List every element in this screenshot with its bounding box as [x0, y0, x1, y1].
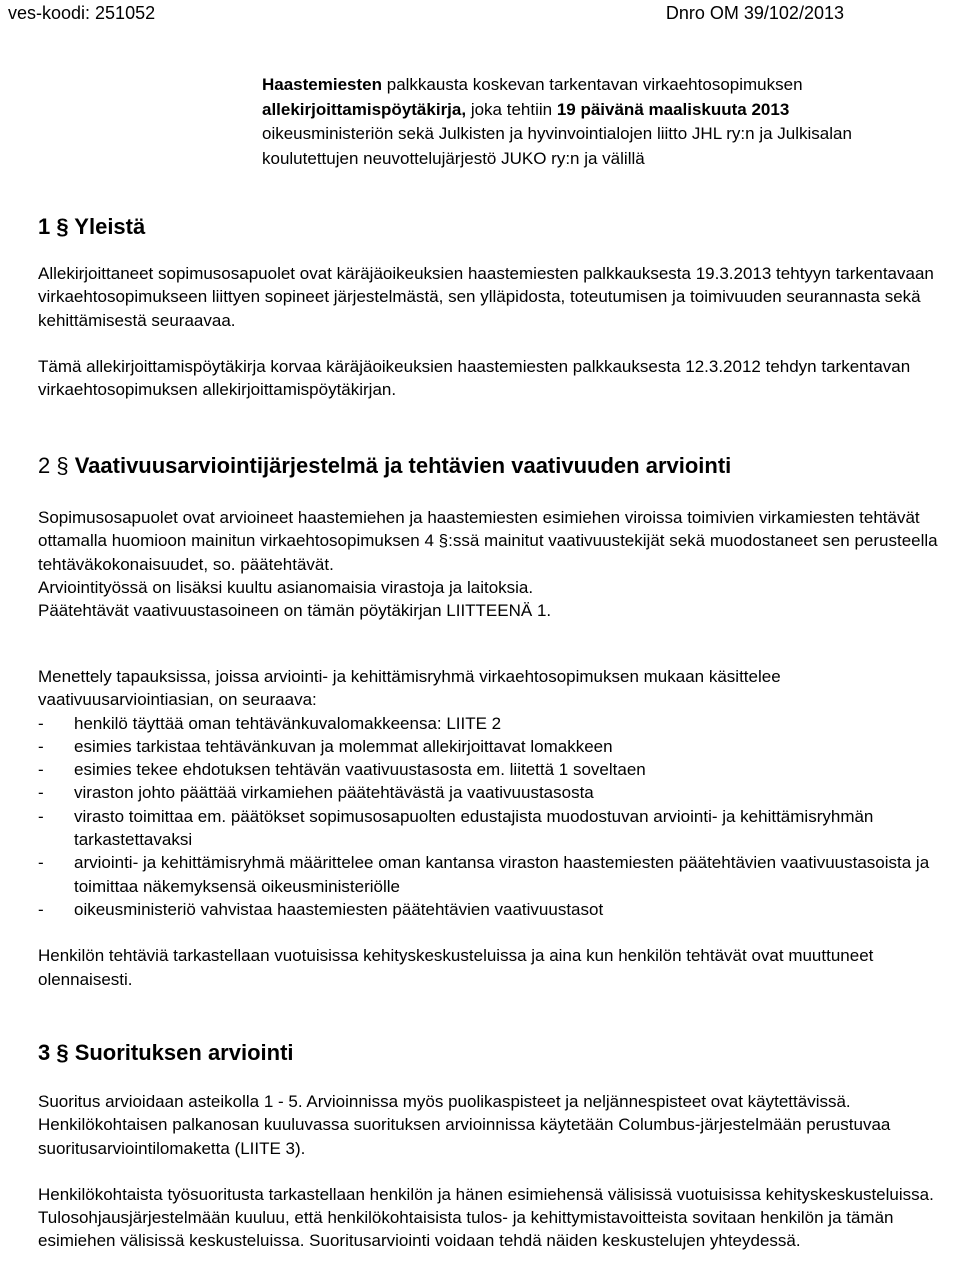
- section-1-body: [38, 262, 938, 401]
- section-2-paragraph-5: Henkilön tehtäviä tarkastellaan vuotuisissa kehityskeskusteluissa ja aina kun henkilön tehtävät ovat muuttuneet olennaisesti.: [38, 946, 874, 989]
- section-2-paragraph-4: Menettely tapauksissa, joissa arviointi- ja kehittämisryhmä virkaehtosopimuksen mukaan käsittelee vaativuusarviointiasian, on seuraava:: [38, 667, 781, 710]
- list-item-text: henkilö täyttää oman tehtävänkuvalomakkeensa: LIITE 2: [74, 713, 502, 733]
- intro-text-3: oikeusministeriön sekä Julkisten ja hyvinvointialojen liitto JHL ry:n ja Julkisalan koulutettujen neuvottelujärjestö JUKO ry:n ja välillä: [262, 124, 852, 168]
- section-2-title: Vaativuusarviointijärjestelmä ja tehtävien vaativuuden arviointi: [74, 453, 732, 478]
- list-dash: -: [38, 783, 44, 803]
- list-dash: -: [38, 713, 44, 733]
- list-item: [38, 805, 938, 852]
- list-dash: -: [38, 760, 44, 780]
- section-2-heading-block: [38, 452, 938, 480]
- section-2-heading: [38, 452, 938, 480]
- section-1-paragraph-2: Tämä allekirjoittamispöytäkirja korvaa käräjäoikeuksien haastemiesten palkkauksesta 12.3.2012 tehdyn tarkentavan virkaehtosopimuksen allekirjoittamispöytäkirjan.: [38, 356, 911, 400]
- intro-text-2: joka tehtiin: [466, 99, 557, 119]
- document-intro: [262, 73, 942, 171]
- intro-bold-1: Haastemiesten: [262, 75, 383, 94]
- list-item-text: virasto toimittaa em. päätökset sopimusosapuolten edustajista muodostuvan arviointi- ja kehittämisryhmän tarkastettavaksi: [74, 806, 874, 850]
- section-2-body: [38, 506, 938, 622]
- section-1-heading: 1 § Yleistä: [38, 214, 146, 239]
- list-item: [38, 851, 938, 898]
- section-2-number: 2 §: [38, 453, 75, 478]
- section-2-paragraph-2: Arviointityössä on lisäksi kuultu asianomaisia virastoja ja laitoksia.: [38, 577, 534, 597]
- list-dash: -: [38, 853, 44, 873]
- list-item-text: arviointi- ja kehittämisryhmä määrittelee oman kantansa viraston haastemiesten päätehtävien vaativuustasoista ja toimittaa näkemyksensä oikeusministeriölle: [74, 853, 930, 896]
- intro-date: 19 päivänä maaliskuuta 2013: [556, 99, 790, 119]
- section-3-heading-block: [38, 1039, 938, 1067]
- section-2-paragraph-3: Päätehtävät vaativuustasoineen on tämän pöytäkirjan LIITTEENÄ 1.: [38, 601, 552, 621]
- list-item: [38, 898, 938, 921]
- list-item-text: esimies tekee ehdotuksen tehtävän vaativuustasosta em. liitettä 1 soveltaen: [74, 760, 646, 780]
- section-2-procedure: [38, 665, 938, 991]
- document-reference-number: Dnro OM 39/102/2013: [665, 3, 844, 23]
- section-3-body: [38, 1090, 938, 1253]
- list-item-text: oikeusministeriö vahvistaa haastemiesten päätehtävien vaativuustasot: [74, 899, 604, 919]
- list-item: [38, 712, 938, 735]
- intro-text-1: palkkausta koskevan tarkentavan virkaehtosopimuksen: [382, 75, 803, 94]
- list-item-text: esimies tarkistaa tehtävänkuvan ja molemmat allekirjoittavat lomakkeen: [74, 736, 613, 756]
- section-1-heading-block: [38, 213, 938, 241]
- list-dash: -: [38, 899, 44, 919]
- section-2-paragraph-1: Sopimusosapuolet ovat arvioineet haastemiehen ja haastemiesten esimiehen viroissa toimivien virkamiesten tehtävät ottamalla huomioon mainitun virkaehtosopimuksen 4 §:ssä mainitut vaativuustekijät sekä muodostaneet sen perusteella tehtäväkokonaisuudet, so. päätehtävät.: [38, 508, 938, 574]
- list-item: [38, 781, 938, 804]
- list-item: [38, 758, 938, 781]
- document-code: ves-koodi: 251052: [8, 3, 156, 23]
- section-3-heading: 3 § Suorituksen arviointi: [38, 1040, 294, 1065]
- section-3-paragraph-2: Henkilökohtaista työsuoritusta tarkastellaan henkilön ja hänen esimiehensä välisissä vuotuisissa kehityskeskusteluissa. Tulosohjausjärjestelmään kuuluu, että henkilökohtaisista tulos- ja kehittymistavoitteista sovitaan henkilön ja tämän esimiehen välisissä keskusteluissa. Suoritusarviointi voidaan tehdä näiden keskustelujen yhteydessä.: [38, 1184, 934, 1251]
- section-3-paragraph-1: Suoritus arvioidaan asteikolla 1 - 5. Arvioinnissa myös puolikaspisteet ja neljännespisteet ovat käytettävissä. Henkilökohtaisen palkanosan kuuluvassa suorituksen arvioinnissa käytetään Columbus-järjestelmään perustuvaa suoritusarviointilomaketta (LIITE 3).: [38, 1092, 891, 1158]
- list-item-text: viraston johto päättää virkamiehen päätehtävästä ja vaativuustasosta: [74, 783, 594, 803]
- list-dash: -: [38, 806, 44, 826]
- list-item: [38, 735, 938, 758]
- section-1-paragraph-1: Allekirjoittaneet sopimusosapuolet ovat käräjäoikeuksien haastemiesten palkkauksesta 19.3.2013 tehtyyn tarkentavaan virkaehtosopimukseen liittyen sopineet järjestelmästä, sen ylläpidosta, toteutumisen ja toimivuuden seurannasta sekä kehittämisestä seuraavaa.: [38, 264, 934, 330]
- list-dash: -: [38, 736, 44, 756]
- intro-bold-2: allekirjoittamispöytäkirja,: [262, 99, 467, 119]
